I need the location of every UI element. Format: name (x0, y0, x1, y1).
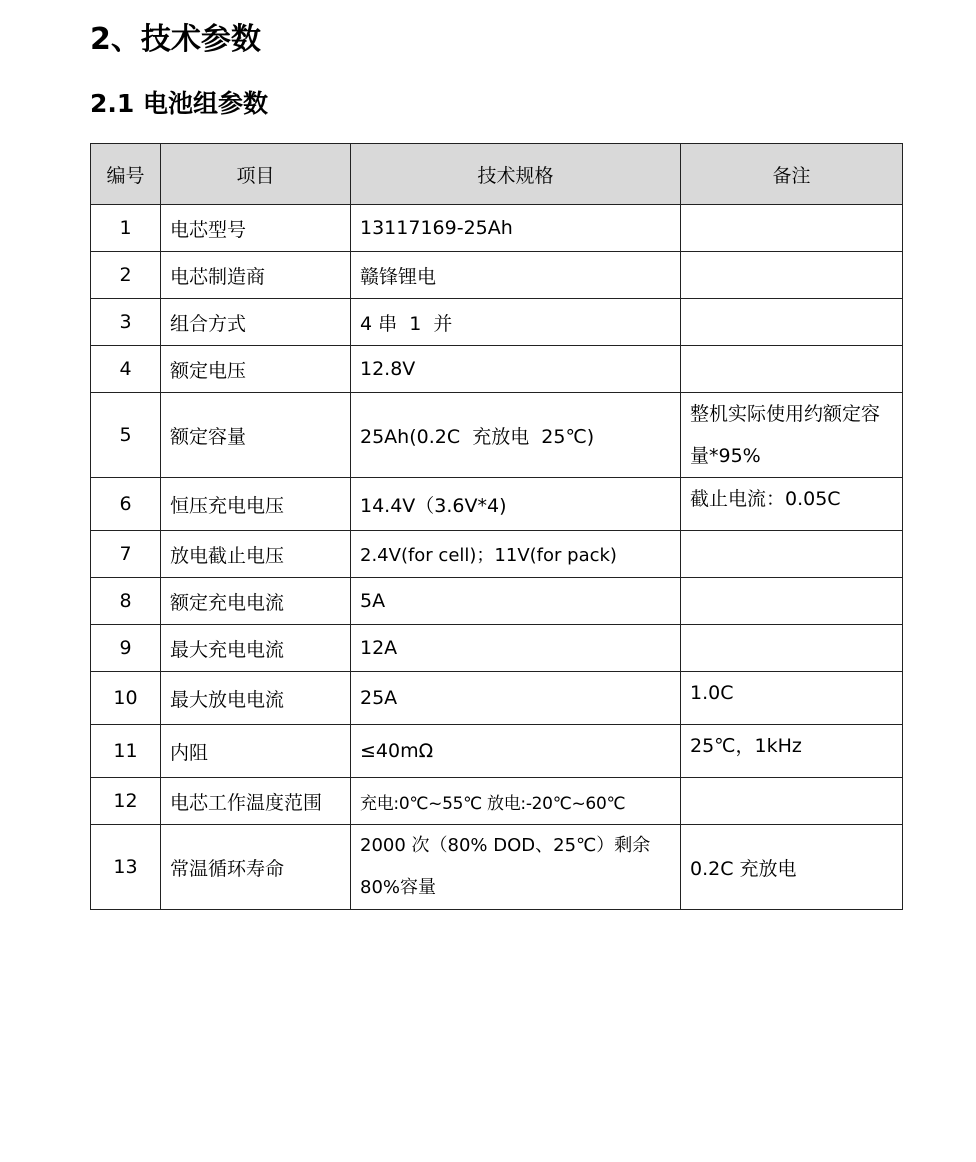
cell-spec: 12A (351, 625, 681, 672)
header-no: 编号 (91, 144, 161, 205)
cell-item: 常温循环寿命 (161, 825, 351, 910)
cell-no: 11 (91, 725, 161, 778)
cell-item: 最大充电电流 (161, 625, 351, 672)
cell-item: 额定充电电流 (161, 578, 351, 625)
cell-note (681, 252, 903, 299)
cell-spec: 2.4V(for cell)；11V(for pack) (351, 531, 681, 578)
cell-note (681, 578, 903, 625)
table-row (91, 825, 903, 910)
cell-note (681, 778, 903, 825)
cell-spec: 充电:0℃~55℃ 放电:-20℃~60℃ (351, 778, 681, 825)
table-row (91, 205, 903, 252)
cell-note (681, 531, 903, 578)
cell-no: 5 (91, 393, 161, 478)
cell-item: 额定容量 (161, 393, 351, 478)
header-item: 项目 (161, 144, 351, 205)
table-row (91, 672, 903, 725)
header-spec: 技术规格 (351, 144, 681, 205)
cell-note (681, 346, 903, 393)
cell-spec: 12.8V (351, 346, 681, 393)
section-heading: 2、技术参数 (90, 22, 261, 57)
table-row (91, 346, 903, 393)
cell-item: 恒压充电电压 (161, 478, 351, 531)
cell-item: 电芯工作温度范围 (161, 778, 351, 825)
table-row (91, 578, 903, 625)
table-row (91, 478, 903, 531)
table-row (91, 393, 903, 478)
cell-item: 组合方式 (161, 299, 351, 346)
cell-no: 8 (91, 578, 161, 625)
cell-spec: 14.4V（3.6V*4) (351, 478, 681, 531)
cell-spec: 25A (351, 672, 681, 725)
table-row (91, 725, 903, 778)
cell-spec: 4 串 1 并 (351, 299, 681, 346)
cell-note: 25℃，1kHz (681, 725, 903, 778)
cell-note (681, 205, 903, 252)
battery-pack-spec-table (90, 143, 903, 910)
cell-spec: 5A (351, 578, 681, 625)
cell-no: 9 (91, 625, 161, 672)
cell-no: 7 (91, 531, 161, 578)
cell-item: 放电截止电压 (161, 531, 351, 578)
cell-spec: 2000 次（80% DOD、25℃）剩余80%容量 (351, 825, 681, 910)
cell-note: 整机实际使用约额定容量*95% (681, 393, 903, 478)
cell-note (681, 299, 903, 346)
table-row (91, 778, 903, 825)
cell-item: 内阻 (161, 725, 351, 778)
subsection-heading: 2.1 电池组参数 (90, 89, 268, 118)
cell-note: 1.0C (681, 672, 903, 725)
cell-spec: ≤40mΩ (351, 725, 681, 778)
table-row (91, 252, 903, 299)
table-row (91, 531, 903, 578)
cell-no: 1 (91, 205, 161, 252)
cell-note: 0.2C 充放电 (681, 825, 903, 910)
cell-spec: 13117169-25Ah (351, 205, 681, 252)
cell-note: 截止电流：0.05C (681, 478, 903, 531)
table-row (91, 299, 903, 346)
cell-item: 最大放电电流 (161, 672, 351, 725)
table-row (91, 625, 903, 672)
cell-no: 12 (91, 778, 161, 825)
cell-no: 10 (91, 672, 161, 725)
cell-no: 4 (91, 346, 161, 393)
cell-note (681, 625, 903, 672)
cell-spec: 赣锋锂电 (351, 252, 681, 299)
cell-no: 13 (91, 825, 161, 910)
cell-no: 3 (91, 299, 161, 346)
header-note: 备注 (681, 144, 903, 205)
table-header-row (91, 144, 903, 205)
cell-no: 2 (91, 252, 161, 299)
cell-item: 电芯制造商 (161, 252, 351, 299)
cell-item: 额定电压 (161, 346, 351, 393)
cell-spec: 25Ah(0.2C 充放电 25℃) (351, 393, 681, 478)
cell-no: 6 (91, 478, 161, 531)
cell-item: 电芯型号 (161, 205, 351, 252)
